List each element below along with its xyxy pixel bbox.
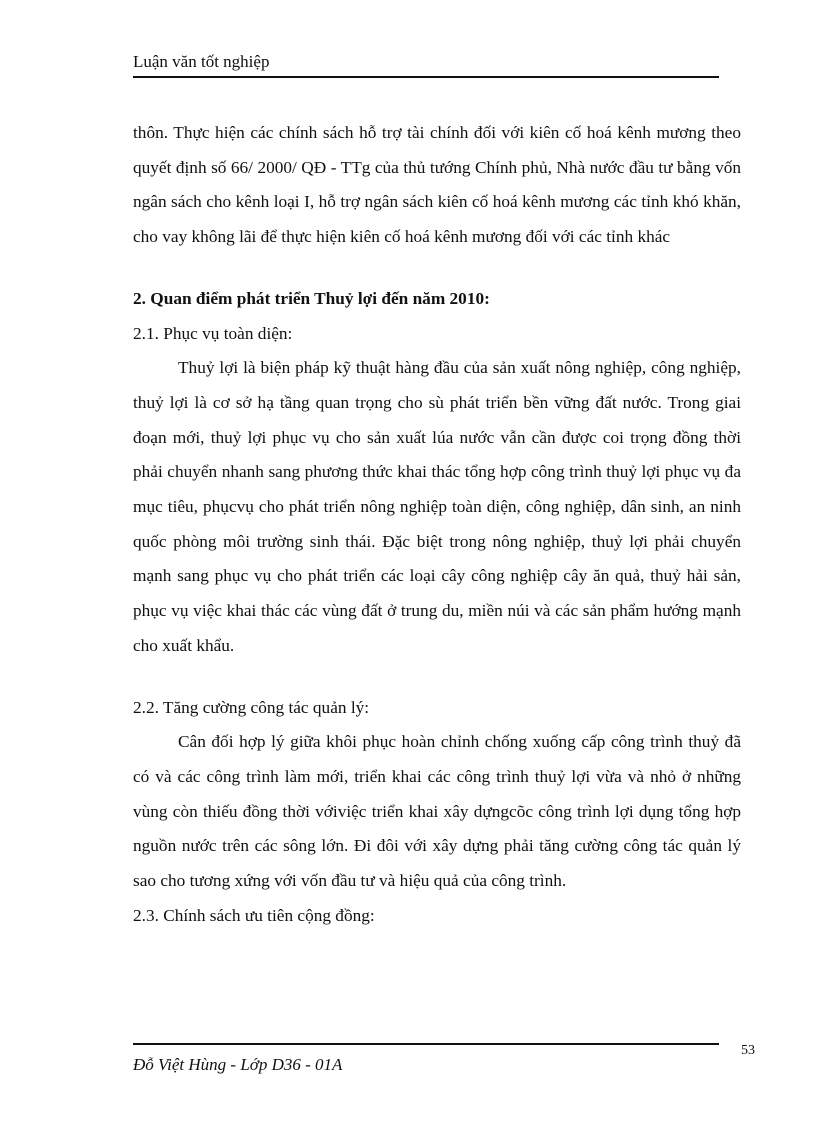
page-header (133, 50, 719, 78)
subsection-2-title: 2.2. Tăng cường công tác quản lý: (133, 697, 370, 717)
subsection-1-title: 2.1. Phục vụ toàn diện: (133, 323, 293, 343)
header-rule (133, 76, 719, 78)
page-footer (133, 1043, 719, 1077)
intro-paragraph: thôn. Thực hiện các chính sách hỗ trợ tài chính đối với kiên cố hoá kênh mương theo quyết định số 66/ 2000/ QĐ - TTg của thủ tướng Chính phủ, Nhà nước đầu tư bằng vốn ngân sách cho kênh loại I, hỗ trợ ngân sách kiên cố hoá kênh mương các tỉnh khó khăn, cho vay không lãi để thực hiện kiên cố hoá kênh mương đối với các tỉnh khác (133, 123, 741, 247)
section-heading: 2. Quan điểm phát triển Thuỷ lợi đến năm 2010: (133, 288, 490, 308)
subsection-3-title: 2.3. Chính sách ưu tiên cộng đồng: (133, 905, 375, 925)
page-number: 53 (741, 1043, 755, 1058)
footer-author: Đỗ Việt Hùng - Lớp D36 - 01A (133, 1055, 343, 1074)
subsection-1-paragraph: Thuỷ lợi là biện pháp kỹ thuật hàng đầu của sản xuất nông nghiệp, công nghiệp, thuỷ lợi là cơ sở hạ tầng quan trọng cho sù phát triển bền vững đất nước. Trong giai đoạn mới, thuỷ lợi phục vụ cho sản xuất lúa nước vẫn cần được coi trọng đồng thời phải chuyển nhanh sang phương thức khai thác tổng hợp công trình thuỷ lợi phục vụ đa mục tiêu, phụcvụ cho phát triển nông nghiệp toàn diện, công nghiệp, dân sinh, an ninh quốc phòng môi trường sinh thái. Đặc biệt trong nông nghiệp, thuỷ lợi phải chuyển mạnh sang phục vụ cho phát triển các loại cây công nghiệp cây ăn quả, thuỷ hải sản, phục vụ việc khai thác các vùng đất ở trung du, miền núi và các sản phẩm hướng mạnh cho xuất khẩu. (133, 358, 741, 655)
page-content (133, 116, 741, 933)
subsection-2-paragraph: Cân đối hợp lý giữa khôi phục hoàn chỉnh chống xuống cấp công trình thuỷ đã có và các công trình làm mới, triển khai các công trình thuỷ lợi vừa và nhỏ ở những vùng còn thiếu đồng thời vớiviệc triển khai xây dựngcõc công trình lợi dụng tổng hợp nguồn nước trên các sông lớn. Đi đôi với xây dựng phải tăng cường công tác quản lý sao cho tương xứng với vốn đầu tư và hiệu quả của công trình. (133, 732, 741, 891)
footer-rule (133, 1043, 719, 1045)
header-title: Luận văn tốt nghiệp (133, 52, 270, 71)
